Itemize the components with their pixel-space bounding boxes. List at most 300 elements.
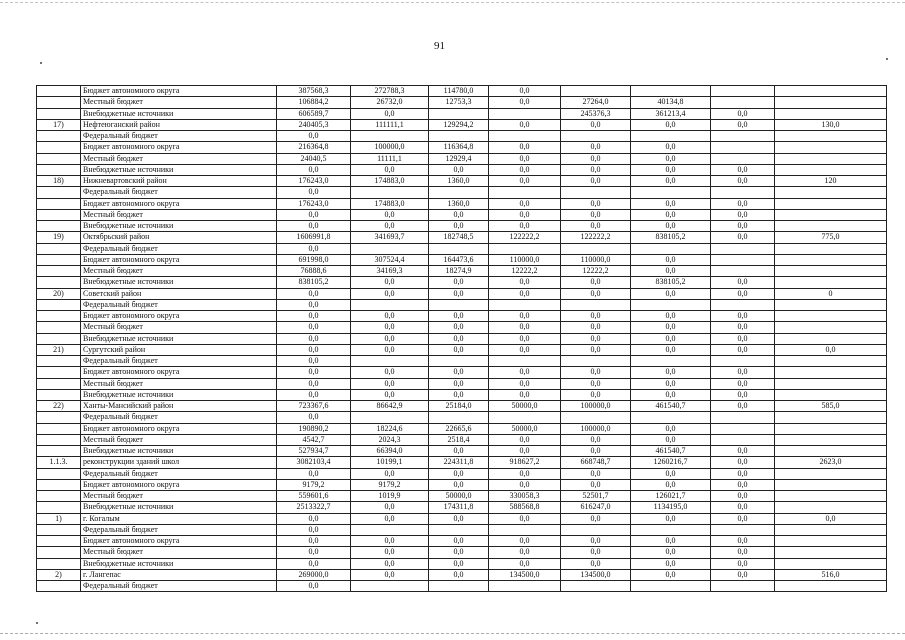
table-row [37,468,887,479]
row-index: 1) [37,513,81,524]
row-index [37,356,81,367]
row-index [37,389,81,400]
value-cell [711,356,775,367]
value-cell: 0,0 [561,367,631,378]
value-cell: 18274,9 [429,266,489,277]
row-label: Местный бюджет [81,209,277,220]
value-cell [561,243,631,254]
row-index [37,187,81,198]
value-cell: 0,0 [429,558,489,569]
value-cell: 723367,6 [277,401,351,412]
value-cell: 0,0 [711,479,775,490]
value-cell: 0,0 [429,322,489,333]
table-row [37,221,887,232]
value-cell [775,367,887,378]
value-cell: 0,0 [711,288,775,299]
value-cell: 1019,9 [351,491,429,502]
table-row [37,119,887,130]
value-cell: 361213,4 [631,108,711,119]
value-cell [351,187,429,198]
value-cell: 0,0 [277,547,351,558]
value-cell: 111111,1 [351,119,429,130]
row-index [37,547,81,558]
value-cell: 0,0 [631,344,711,355]
table-row [37,266,887,277]
value-cell: 0,0 [489,164,561,175]
row-label: Местный бюджет [81,266,277,277]
row-label: Бюджет автономного округа [81,536,277,547]
value-cell: 918627,2 [489,457,561,468]
value-cell: 0,0 [489,198,561,209]
value-cell: 0,0 [631,254,711,265]
value-cell: 0,0 [429,209,489,220]
value-cell [429,412,489,423]
value-cell: 0,0 [277,322,351,333]
value-cell [429,243,489,254]
value-cell: 0,0 [711,311,775,322]
value-cell [351,524,429,535]
value-cell: 0,0 [489,558,561,569]
value-cell: 0,0 [631,333,711,344]
value-cell [775,524,887,535]
value-cell: 174883,0 [351,176,429,187]
value-cell [561,356,631,367]
value-cell: 100000,0 [561,423,631,434]
value-cell: 0,0 [351,547,429,558]
value-cell [775,356,887,367]
value-cell [711,86,775,97]
value-cell [561,412,631,423]
row-label: Федеральный бюджет [81,468,277,479]
row-label: Местный бюджет [81,547,277,558]
value-cell [775,547,887,558]
table-row [37,401,887,412]
value-cell: 0,0 [711,176,775,187]
table-row [37,131,887,142]
value-cell [775,97,887,108]
value-cell [775,389,887,400]
row-label: Нижневартовский район [81,176,277,187]
value-cell [561,187,631,198]
value-cell: 461540,7 [631,401,711,412]
value-cell: 27264,0 [561,97,631,108]
value-cell: 0,0 [351,221,429,232]
value-cell [561,86,631,97]
value-cell [775,277,887,288]
row-index [37,131,81,142]
value-cell: 0,0 [711,446,775,457]
value-cell: 0,0 [631,479,711,490]
row-index [37,479,81,490]
row-label: Внебюджетные источники [81,558,277,569]
row-index [37,434,81,445]
value-cell: 0,0 [351,558,429,569]
value-cell: 0,0 [711,569,775,580]
value-cell: 3082103,4 [277,457,351,468]
table-row [37,243,887,254]
value-cell [631,412,711,423]
row-label: Нефтеюганский район [81,119,277,130]
value-cell: 0,0 [631,513,711,524]
value-cell [711,524,775,535]
value-cell [711,142,775,153]
value-cell: 0,0 [489,479,561,490]
value-cell: 0,0 [631,153,711,164]
value-cell: 0,0 [351,322,429,333]
value-cell [489,187,561,198]
table-row [37,288,887,299]
value-cell: 330058,3 [489,491,561,502]
value-cell: 0,0 [711,209,775,220]
value-cell: 0,0 [489,536,561,547]
value-cell [775,108,887,119]
value-cell: 0,0 [429,277,489,288]
value-cell: 0,0 [561,378,631,389]
value-cell: 2518,4 [429,434,489,445]
value-cell: 26732,0 [351,97,429,108]
value-cell: 0,0 [711,468,775,479]
row-index [37,108,81,119]
row-index [37,277,81,288]
value-cell: 0,0 [561,277,631,288]
value-cell [775,299,887,310]
value-cell: 269000,0 [277,569,351,580]
value-cell: 0,0 [561,119,631,130]
value-cell: 0,0 [351,333,429,344]
value-cell: 0,0 [631,389,711,400]
value-cell: 0,0 [631,119,711,130]
value-cell: 2024,3 [351,434,429,445]
value-cell: 0,0 [351,164,429,175]
value-cell [775,266,887,277]
value-cell: 0,0 [277,344,351,355]
value-cell: 129294,2 [429,119,489,130]
row-label: Бюджет автономного округа [81,198,277,209]
table-row [37,254,887,265]
value-cell: 0,0 [561,434,631,445]
value-cell: 216364,8 [277,142,351,153]
value-cell: 0,0 [631,288,711,299]
value-cell: 0,0 [489,176,561,187]
value-cell [561,581,631,592]
row-index: 17) [37,119,81,130]
value-cell: 130,0 [775,119,887,130]
value-cell: 0,0 [489,389,561,400]
value-cell [775,243,887,254]
value-cell: 164473,6 [429,254,489,265]
value-cell: 0,0 [775,513,887,524]
value-cell: 775,0 [775,232,887,243]
row-index [37,254,81,265]
value-cell [775,322,887,333]
row-label: Местный бюджет [81,97,277,108]
value-cell: 110000,0 [561,254,631,265]
value-cell: 0,0 [489,97,561,108]
value-cell: 838105,2 [631,277,711,288]
value-cell [489,581,561,592]
value-cell: 0,0 [561,389,631,400]
row-label: Внебюджетные источники [81,164,277,175]
value-cell: 0,0 [711,536,775,547]
row-label: Федеральный бюджет [81,581,277,592]
row-label: Бюджет автономного округа [81,479,277,490]
row-label: Внебюджетные источники [81,446,277,457]
row-label: Внебюджетные источники [81,502,277,513]
value-cell [775,446,887,457]
value-cell: 0,0 [489,209,561,220]
row-label: Внебюджетные источники [81,108,277,119]
value-cell: 0,0 [561,479,631,490]
value-cell: 0,0 [351,209,429,220]
value-cell: 0,0 [711,344,775,355]
value-cell: 668748,7 [561,457,631,468]
value-cell [775,86,887,97]
value-cell: 116364,8 [429,142,489,153]
page-number: 91 [434,40,445,52]
value-cell: 1260216,7 [631,457,711,468]
value-cell: 0,0 [429,344,489,355]
value-cell: 0,0 [711,322,775,333]
value-cell: 12222,2 [489,266,561,277]
value-cell: 0,0 [489,277,561,288]
value-cell: 0,0 [711,513,775,524]
value-cell [775,479,887,490]
value-cell: 0,0 [711,164,775,175]
table-row [37,97,887,108]
value-cell: 0,0 [277,187,351,198]
value-cell [775,491,887,502]
value-cell: 838105,2 [277,277,351,288]
value-cell: 0,0 [631,164,711,175]
row-index [37,412,81,423]
value-cell: 0,0 [711,232,775,243]
value-cell: 527934,7 [277,446,351,457]
table-row [37,491,887,502]
scan-edge-top [0,2,905,4]
value-cell [775,209,887,220]
value-cell [429,131,489,142]
value-cell: 0,0 [351,311,429,322]
value-cell [711,581,775,592]
value-cell: 0,0 [277,378,351,389]
value-cell: 174311,8 [429,502,489,513]
table-row [37,389,887,400]
value-cell: 0,0 [429,468,489,479]
table-row [37,457,887,468]
value-cell [775,502,887,513]
value-cell [561,299,631,310]
value-cell: 134500,0 [561,569,631,580]
value-cell: 134500,0 [489,569,561,580]
value-cell: 10199,1 [351,457,429,468]
value-cell: 122222,2 [489,232,561,243]
value-cell [631,299,711,310]
value-cell: 606589,7 [277,108,351,119]
value-cell: 120 [775,176,887,187]
value-cell: 0,0 [277,581,351,592]
value-cell: 0,0 [277,468,351,479]
value-cell: 0,0 [711,198,775,209]
value-cell [489,131,561,142]
row-index [37,423,81,434]
value-cell: 4542,7 [277,434,351,445]
value-cell [631,524,711,535]
value-cell: 0,0 [277,164,351,175]
value-cell: 616247,0 [561,502,631,513]
value-cell: 0,0 [351,569,429,580]
value-cell: 176243,0 [277,176,351,187]
value-cell: 0,0 [429,547,489,558]
value-cell: 0,0 [561,221,631,232]
value-cell: 18224,6 [351,423,429,434]
value-cell: 0,0 [277,558,351,569]
row-index [37,311,81,322]
table-row [37,558,887,569]
scan-edge-bottom [0,633,905,635]
value-cell: 1360,0 [429,198,489,209]
value-cell [489,243,561,254]
row-label: г. Лангепас [81,569,277,580]
value-cell [631,356,711,367]
value-cell [711,97,775,108]
row-index [37,97,81,108]
row-index: 22) [37,401,81,412]
table-row [37,333,887,344]
value-cell [429,108,489,119]
value-cell: 0,0 [711,378,775,389]
row-index [37,446,81,457]
value-cell: 516,0 [775,569,887,580]
value-cell: 0,0 [631,378,711,389]
row-index: 1.1.3. [37,457,81,468]
value-cell [351,581,429,592]
scan-speck [36,622,38,624]
value-cell [775,333,887,344]
value-cell: 0,0 [429,479,489,490]
value-cell: 0,0 [429,221,489,232]
value-cell: 0,0 [631,536,711,547]
value-cell: 0,0 [561,344,631,355]
value-cell: 0,0 [429,513,489,524]
value-cell: 0,0 [561,153,631,164]
value-cell: 0,0 [489,367,561,378]
value-cell: 0,0 [561,164,631,175]
value-cell [775,131,887,142]
value-cell: 52501,7 [561,491,631,502]
value-cell: 0,0 [631,142,711,153]
table-row [37,536,887,547]
value-cell: 0,0 [711,277,775,288]
value-cell [775,536,887,547]
value-cell: 0,0 [489,153,561,164]
row-label: Ханты-Мансийский район [81,401,277,412]
row-label: Федеральный бюджет [81,412,277,423]
row-index [37,153,81,164]
value-cell: 0,0 [277,356,351,367]
table-row [37,344,887,355]
value-cell [489,524,561,535]
value-cell: 40134,8 [631,97,711,108]
value-cell: 1606991,8 [277,232,351,243]
value-cell: 0,0 [277,243,351,254]
row-label: Внебюджетные источники [81,277,277,288]
value-cell: 0,0 [489,221,561,232]
value-cell [711,243,775,254]
value-cell: 0,0 [489,86,561,97]
value-cell: 0,0 [351,468,429,479]
row-label: реконструкции зданий школ [81,457,277,468]
table-row [37,356,887,367]
row-label: Внебюджетные источники [81,389,277,400]
value-cell: 0,0 [351,389,429,400]
value-cell: 0,0 [631,569,711,580]
value-cell: 0,0 [489,378,561,389]
value-cell [351,356,429,367]
value-cell: 0,0 [711,389,775,400]
value-cell: 0,0 [351,288,429,299]
value-cell: 0,0 [429,536,489,547]
value-cell [351,412,429,423]
value-cell: 0,0 [711,547,775,558]
row-index [37,536,81,547]
value-cell: 0,0 [631,266,711,277]
value-cell: 0,0 [631,198,711,209]
value-cell: 0,0 [631,221,711,232]
value-cell: 0,0 [277,209,351,220]
row-index [37,266,81,277]
row-label: Бюджет автономного округа [81,311,277,322]
value-cell: 12929,4 [429,153,489,164]
value-cell: 0,0 [277,299,351,310]
value-cell: 0,0 [277,131,351,142]
value-cell: 0,0 [561,446,631,457]
table-row [37,524,887,535]
value-cell: 0,0 [631,367,711,378]
value-cell: 0,0 [631,423,711,434]
value-cell [631,243,711,254]
value-cell [775,153,887,164]
value-cell: 174883,0 [351,198,429,209]
value-cell: 0,0 [561,558,631,569]
row-label: Бюджет автономного округа [81,86,277,97]
row-label: Местный бюджет [81,153,277,164]
row-label: Местный бюджет [81,491,277,502]
value-cell: 224311,8 [429,457,489,468]
value-cell [429,299,489,310]
value-cell: 588568,8 [489,502,561,513]
value-cell: 838105,2 [631,232,711,243]
value-cell: 114780,0 [429,86,489,97]
value-cell: 0,0 [429,569,489,580]
value-cell: 0,0 [429,378,489,389]
value-cell: 0,0 [631,176,711,187]
value-cell: 307524,4 [351,254,429,265]
value-cell: 110000,0 [489,254,561,265]
value-cell: 0,0 [711,221,775,232]
table-row [37,176,887,187]
value-cell [775,198,887,209]
value-cell: 50000,0 [489,423,561,434]
value-cell: 0,0 [489,344,561,355]
value-cell: 1360,0 [429,176,489,187]
value-cell: 1134195,0 [631,502,711,513]
value-cell [351,131,429,142]
row-index [37,581,81,592]
row-index [37,198,81,209]
table-row [37,142,887,153]
value-cell: 76888,6 [277,266,351,277]
row-label: Местный бюджет [81,434,277,445]
